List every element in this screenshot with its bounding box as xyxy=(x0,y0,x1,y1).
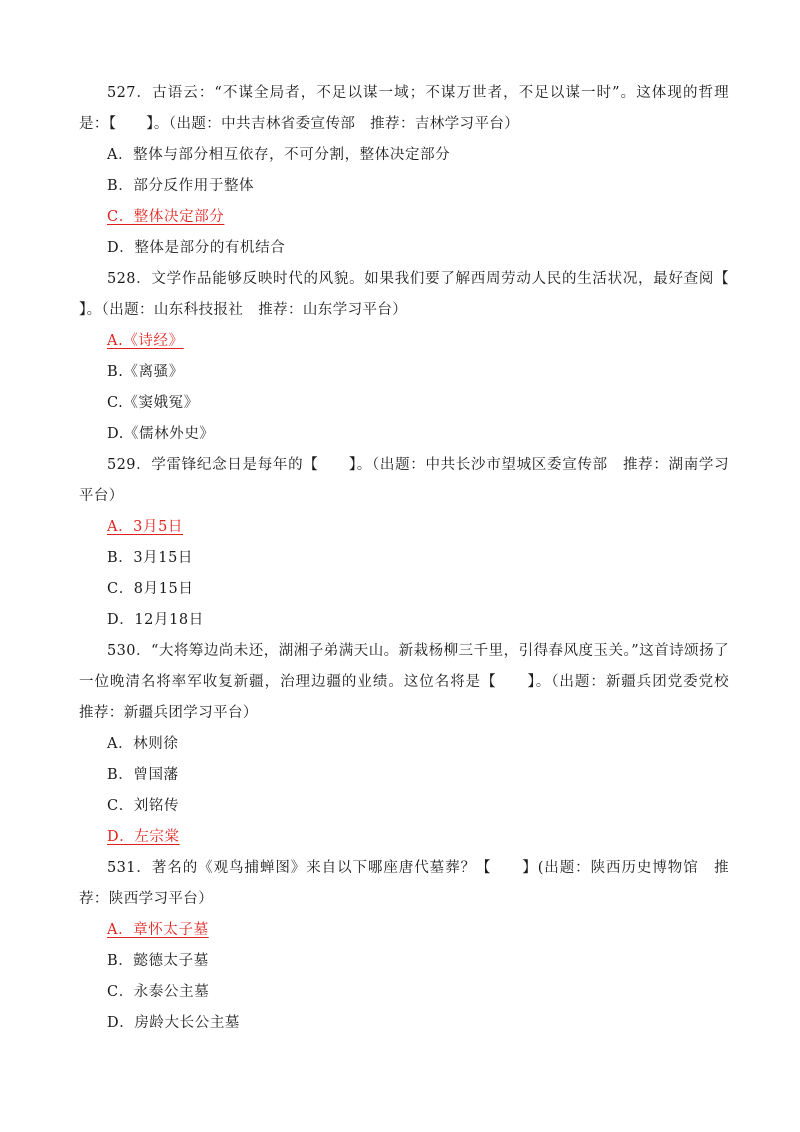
question-529 xyxy=(79,450,729,636)
option-label: A.《诗经》 xyxy=(107,333,184,349)
option-label: C.《窦娥冤》 xyxy=(107,395,199,411)
option-d xyxy=(79,1008,729,1039)
option-b xyxy=(79,946,729,977)
option-label: D．左宗棠 xyxy=(107,829,180,845)
option-label: A．林则徐 xyxy=(107,736,179,752)
option-label: D．房龄大长公主墓 xyxy=(107,1015,241,1031)
option-label: A．3月5日 xyxy=(107,519,184,535)
option-d xyxy=(79,605,729,636)
option-c xyxy=(79,388,729,419)
option-d xyxy=(79,233,729,264)
question-531 xyxy=(79,853,729,1039)
option-d-correct-answer xyxy=(79,822,729,853)
option-d xyxy=(79,419,729,450)
option-a xyxy=(79,729,729,760)
question-text: 528．文学作品能够反映时代的风貌。如果我们要了解西周劳动人民的生活状况，最好查阅【 】。（出题：山东科技报社 推荐：山东学习平台） xyxy=(79,271,759,318)
document-page xyxy=(79,78,759,1039)
option-b xyxy=(79,760,729,791)
option-label: A．章怀太子墓 xyxy=(107,922,209,938)
option-a xyxy=(79,140,729,171)
option-c xyxy=(79,977,729,1008)
question-text: 527．古语云：“不谋全局者，不足以谋一域；不谋万世者，不足以谋一时”。这体现的哲理是：【 】。（出题：中共吉林省委宣传部 推荐：吉林学习平台） xyxy=(79,85,729,132)
option-label: B．曾国藩 xyxy=(107,767,179,783)
question-528 xyxy=(79,264,759,450)
option-label: B．部分反作用于整体 xyxy=(107,178,255,194)
option-c-correct-answer xyxy=(79,202,729,233)
option-a-correct-answer xyxy=(79,326,729,357)
question-text: 530．“大将筹边尚未还，湖湘子弟满天山。新栽杨柳三千里，引得春风度玉关。”这首诗颂扬了一位晚清名将率军收复新疆，治理边疆的业绩。这位名将是【 】。（出题：新疆兵团党委党校 推荐：新疆兵团学习平台） xyxy=(79,643,744,721)
option-b xyxy=(79,543,729,574)
option-a-correct-answer xyxy=(79,915,729,946)
option-label: D．12月18日 xyxy=(107,612,204,628)
option-label: B．3月15日 xyxy=(107,550,194,566)
option-label: B．懿德太子墓 xyxy=(107,953,209,969)
option-c xyxy=(79,574,729,605)
option-label: B.《离骚》 xyxy=(107,364,184,380)
option-b xyxy=(79,171,729,202)
option-label: D.《儒林外史》 xyxy=(107,426,215,442)
question-text: 529．学雷锋纪念日是每年的【 】。（出题：中共长沙市望城区委宣传部 推荐：湖南学习平台） xyxy=(79,457,729,504)
question-527 xyxy=(79,78,729,264)
option-c xyxy=(79,791,729,822)
option-label: C．8月15日 xyxy=(107,581,194,597)
option-label: D．整体是部分的有机结合 xyxy=(107,240,286,256)
question-text: 531．著名的《观鸟捕蝉图》来自以下哪座唐代墓葬？【 】(出题：陕西历史博物馆 推荐：陕西学习平台） xyxy=(79,860,729,907)
option-label: C．永泰公主墓 xyxy=(107,984,210,1000)
option-label: C．整体决定部分 xyxy=(107,209,225,225)
option-b xyxy=(79,357,729,388)
question-530 xyxy=(79,636,744,853)
option-label: A．整体与部分相互依存，不可分割，整体决定部分 xyxy=(107,147,451,163)
option-label: C．刘铭传 xyxy=(107,798,180,814)
option-a-correct-answer xyxy=(79,512,729,543)
